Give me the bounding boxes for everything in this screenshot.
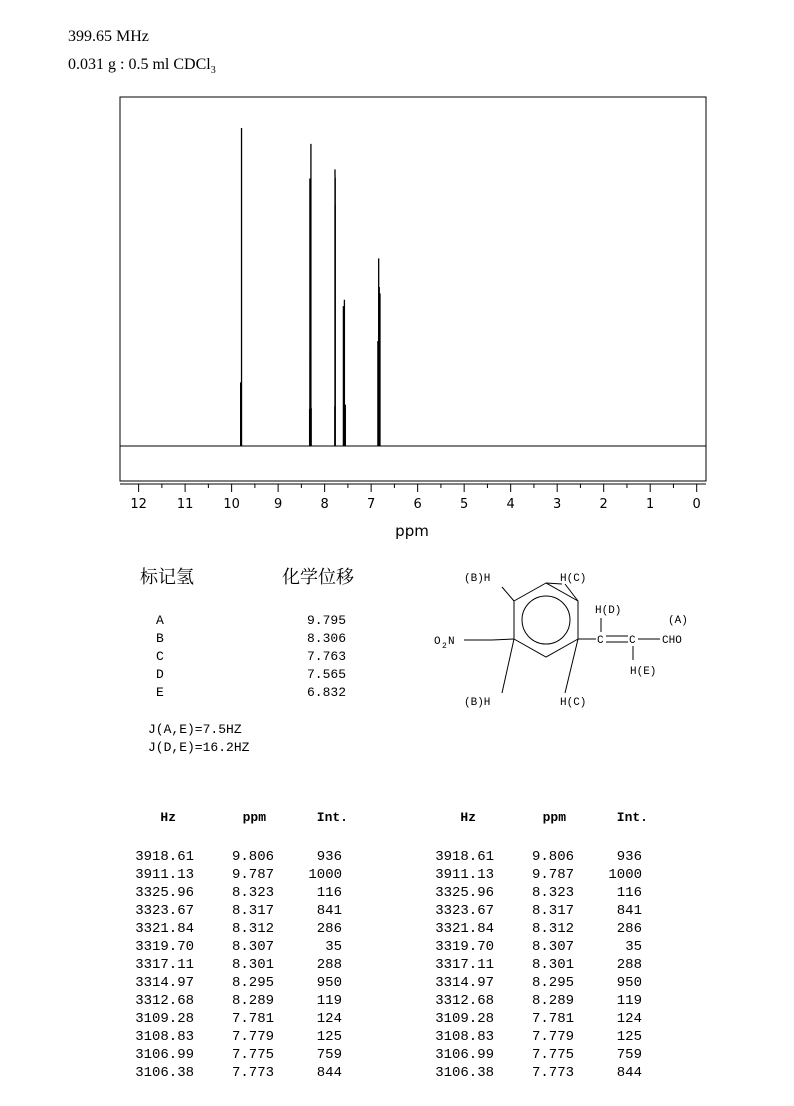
table-row [110,866,348,884]
hz-header: Hz [160,810,176,825]
hz-cell: 3106.38 [135,1065,194,1081]
table-row [110,920,348,938]
table-row [110,1064,348,1082]
table-row [110,938,348,956]
table-row [110,1028,348,1046]
hz-cell: 3108.83 [135,1029,194,1045]
no2-o: O [434,636,441,648]
peak-table-right [410,810,648,1082]
hz-cell: 3312.68 [435,993,494,1009]
ppm-cell: 8.323 [231,885,274,901]
ppm-cell: 8.323 [531,885,574,901]
shift-column-header: 化学位移 [282,567,354,588]
x-tick-label: 4 [506,497,515,512]
label-hb-bottom: (B)H [464,697,491,709]
x-axis-label: ppm [395,522,429,540]
x-axis [120,484,706,512]
ppm-cell: 8.307 [231,939,274,955]
label-hd: H(D) [595,605,622,617]
assignment-shift: 8.306 [306,631,346,646]
ppm-cell: 7.773 [231,1065,274,1081]
ppm-cell: 8.295 [531,975,574,991]
table-row [110,974,348,992]
alkene-c2: C [629,635,636,647]
aromatic-circle [522,596,570,644]
ppm-cell: 8.312 [531,921,574,937]
coupling-constants [148,721,249,757]
bond-hc-bottom [565,639,578,693]
hz-cell: 3323.67 [435,903,494,919]
x-tick-label: 7 [367,497,376,512]
int-cell: 124 [616,1011,642,1027]
hz-cell: 3325.96 [435,885,494,901]
int-cell: 759 [316,1047,342,1063]
table-row [110,848,348,866]
int-cell: 35 [625,939,642,955]
no2-n: N [448,636,455,648]
int-cell: 1000 [308,867,342,883]
spectrometer-frequency: 399.65 MHz [68,28,149,45]
table-row [410,992,648,1010]
int-header: Int. [616,810,648,825]
ppm-cell: 7.781 [231,1011,274,1027]
table-row [410,1064,648,1082]
ppm-cell: 8.312 [231,921,274,937]
int-cell: 116 [316,885,342,901]
label-hc-bottom: H(C) [560,697,587,709]
peak-table-left [110,810,348,1082]
int-cell: 125 [316,1029,342,1045]
peak-table-rows [410,848,648,1082]
label-hc-top: H(C) [560,573,587,585]
hz-cell: 3109.28 [135,1011,194,1027]
int-cell: 116 [616,885,642,901]
x-tick-label: 9 [273,497,283,512]
x-tick-label: 5 [460,497,469,512]
table-row [410,884,648,902]
int-cell: 1000 [608,867,642,883]
ppm-cell: 8.317 [531,903,574,919]
sample-text: 0.031 g : 0.5 ml CDCl [68,56,211,73]
table-row [410,974,648,992]
table-row [110,884,348,902]
hz-cell: 3319.70 [135,939,194,955]
label-column-header: 标记氢 [140,567,194,588]
hz-cell: 3325.96 [135,885,194,901]
ppm-cell: 8.289 [531,993,574,1009]
x-tick-label: 6 [413,497,422,512]
ppm-cell: 7.773 [531,1065,574,1081]
int-cell: 119 [316,993,342,1009]
int-cell: 936 [616,849,642,865]
ppm-cell: 8.317 [231,903,274,919]
benzene-ring [514,583,578,657]
table-row [410,938,648,956]
x-tick-label: 12 [130,497,147,512]
int-cell: 288 [316,957,342,973]
table-row [410,956,648,974]
ppm-cell: 8.301 [531,957,574,973]
assignment-label: D [156,667,164,682]
assignment-shift: 7.763 [306,649,346,664]
x-tick-label: 11 [176,497,194,512]
peak-table-header [410,810,648,828]
nmr-spectrum-chart [0,0,794,545]
coupling-constant: J(D,E)=16.2HZ [148,740,250,755]
int-cell: 119 [616,993,642,1009]
int-cell: 125 [616,1029,642,1045]
hz-cell: 3319.70 [435,939,494,955]
assignment-shift: 6.832 [306,685,346,700]
hz-cell: 3106.38 [435,1065,494,1081]
int-cell: 124 [316,1011,342,1027]
table-row [110,902,348,920]
table-row [110,992,348,1010]
ppm-cell: 8.301 [231,957,274,973]
hz-cell: 3317.11 [135,957,194,973]
hz-cell: 3312.68 [135,993,194,1009]
int-cell: 286 [616,921,642,937]
int-cell: 950 [316,975,342,991]
int-cell: 286 [316,921,342,937]
hz-cell: 3911.13 [135,867,194,883]
x-tick-label: 3 [553,497,562,512]
hz-cell: 3918.61 [135,849,194,865]
ppm-cell: 7.775 [231,1047,274,1063]
ppm-header: ppm [542,810,566,825]
table-row [410,866,648,884]
ppm-cell: 8.307 [531,939,574,955]
table-row [410,848,648,866]
ppm-cell: 9.787 [231,867,274,883]
plot-frame [120,97,706,481]
x-tick-label: 2 [599,497,608,512]
hz-cell: 3321.84 [435,921,494,937]
hz-cell: 3106.99 [435,1047,494,1063]
aldehyde-cho: CHO [662,635,682,647]
hz-cell: 3108.83 [435,1029,494,1045]
assignment-shift: 9.795 [306,613,346,628]
no2-subscript: 2 [442,642,447,651]
sample-subscript: 3 [210,65,216,77]
label-he: H(E) [630,666,657,678]
table-row [410,902,648,920]
hz-cell: 3911.13 [435,867,494,883]
hz-cell: 3317.11 [435,957,494,973]
table-row [110,1046,348,1064]
hz-cell: 3321.84 [135,921,194,937]
ppm-cell: 9.806 [231,849,274,865]
hz-header: Hz [460,810,476,825]
table-row [410,1028,648,1046]
int-cell: 950 [616,975,642,991]
ppm-cell: 7.775 [531,1047,574,1063]
peak-table-header [110,810,348,828]
assignment-label: B [156,631,164,646]
hz-cell: 3106.99 [135,1047,194,1063]
coupling-constant: J(A,E)=7.5HZ [148,722,242,737]
int-cell: 841 [616,903,642,919]
int-cell: 936 [316,849,342,865]
bond-hb-top [502,587,514,601]
int-cell: 844 [316,1065,342,1081]
bond-hc-top [565,584,578,601]
ppm-cell: 9.787 [531,867,574,883]
table-row [410,920,648,938]
int-cell: 35 [325,939,342,955]
label-a: (A) [668,615,688,627]
peak-table-rows [110,848,348,1082]
x-tick-label: 10 [223,497,240,512]
table-row [410,1010,648,1028]
ppm-cell: 8.289 [231,993,274,1009]
int-cell: 844 [616,1065,642,1081]
table-row [410,1046,648,1064]
hz-cell: 3314.97 [135,975,194,991]
int-cell: 841 [316,903,342,919]
assignment-label: A [156,613,164,628]
ppm-header: ppm [242,810,266,825]
assignment-shifts [284,612,346,702]
assignment-label: C [156,649,164,664]
peaks-group [241,128,380,446]
hz-cell: 3918.61 [435,849,494,865]
assignment-label: E [156,685,164,700]
hz-cell: 3109.28 [435,1011,494,1027]
int-cell: 288 [616,957,642,973]
int-header: Int. [316,810,348,825]
int-cell: 759 [616,1047,642,1063]
label-hb-top: (B)H [464,573,491,585]
x-tick-label: 8 [320,497,329,512]
table-row [110,956,348,974]
ppm-cell: 7.781 [531,1011,574,1027]
ppm-cell: 7.779 [531,1029,574,1045]
bond-hb-bottom [502,639,514,693]
x-tick-label: 1 [646,497,655,512]
ppm-cell: 7.779 [231,1029,274,1045]
hz-cell: 3314.97 [435,975,494,991]
assignment-labels [156,612,164,702]
ppm-cell: 9.806 [531,849,574,865]
ppm-cell: 8.295 [231,975,274,991]
x-tick-label: 0 [692,497,701,512]
table-row [110,1010,348,1028]
alkene-c1: C [597,635,604,647]
hz-cell: 3323.67 [135,903,194,919]
assignment-shift: 7.565 [306,667,346,682]
molecule-structure [420,560,720,720]
